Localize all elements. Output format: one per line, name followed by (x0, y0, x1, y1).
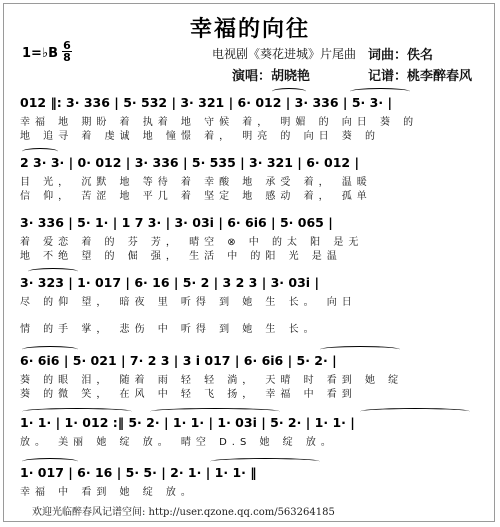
slur-mark (22, 148, 58, 155)
transcriber-credit: 记谱：桃李醉春风 (368, 69, 473, 84)
lyric-text: 信 仰， 苦涩 地 平几 着 坚定 地 感动 着， 孤单 (20, 190, 372, 201)
notation-row-7: 1· 017 | 6· 16 | 5· 5· | 2· 1· | 1· 1· ‖ (20, 464, 257, 480)
singer-credit: 演唱：胡晓艳 (232, 69, 311, 84)
notation-row-2: 2 3· 3· | 0· 012 | 3· 336 | 5· 535 | 3· 321 | 6· 012 | (20, 154, 360, 170)
lyric-row-5a (20, 371, 482, 385)
lyric-text: 尽 的仰 望， 暗夜 里 听得 到 她 生 长。 向日 (20, 296, 357, 307)
lyric-row-2a (20, 173, 482, 187)
time-signature (62, 40, 72, 63)
slur-mark (22, 346, 78, 353)
notation-row-6: 1· 1· | 1· 012 :‖ 5· 2· | 1· 1· | 1· 03i | 5· 2· | 1· 1· | (20, 414, 355, 430)
lyric-text: 葵 的眼 泪， 随着 雨 轻 轻 淌， 天晴 时 看到 她 绽 (20, 374, 404, 385)
lyric-row-1b (20, 127, 482, 141)
slur-mark (150, 408, 280, 415)
lyric-text: 放。 美丽 她 绽 放。 晴空 D.S 她 绽 放。 (20, 436, 336, 447)
lyric-row-1a (20, 113, 482, 127)
lyric-row-5b (20, 385, 482, 399)
lyric-text: 地 不绝 望 的 倔 强， 生活 中 的阳 光 是温 (20, 250, 342, 261)
lyric-row-3a (20, 233, 482, 247)
lyric-row-7a (20, 483, 482, 497)
lyricist-credit: 词曲：佚名 (368, 48, 434, 63)
key-signature: 1=♭B (22, 46, 58, 61)
notation-row-5: 6· 6i6 | 5· 021 | 7· 2 3 | 3 i 017 | 6· 6i6 | 5· 2· | (20, 352, 337, 368)
lyric-text: 幸福 地 期盼 着 执着 地 守候 着， 明媚 的 向日 葵 的 (20, 116, 419, 127)
slur-mark (210, 458, 320, 465)
meter-top: 6 (63, 39, 71, 52)
footer-note: 欢迎光临醉春风记谱空间: http://user.qzone.qq.com/563264185 (32, 507, 335, 518)
meter-bottom: 8 (63, 51, 71, 64)
slur-mark (28, 268, 78, 275)
slur-mark (272, 88, 306, 95)
lyric-row-3b (20, 247, 482, 261)
lyric-text: 着 爱恋 着 的 芬 芳， 晴空 ⊗ 中 的太 阳 是无 (20, 236, 364, 247)
notation-row-4: 3· 323 | 1· 017 | 6· 16 | 5· 2 | 3 2 3 | 3· 03i | (20, 274, 320, 290)
slur-mark (360, 408, 470, 415)
slur-mark (350, 88, 410, 95)
lyric-row-2b (20, 187, 482, 201)
lyric-text: 情 的手 掌， 悲伤 中 听得 到 她 生 长。 (20, 323, 319, 334)
notation-row-1: 012 ‖: 3· 336 | 5· 532 | 3· 321 | 6· 012 | 3· 336 | 5· 3· | (20, 94, 393, 110)
song-title: 幸福的向往 (189, 16, 310, 42)
lyric-text: 葵 的微 笑， 在风 中 轻 飞 扬， 幸福 中 看到 (20, 388, 357, 399)
lyric-text: 目 光， 沉默 地 等待 着 幸酸 地 承受 着， 温暖 (20, 176, 372, 187)
lyric-row-6a (20, 433, 482, 447)
slur-mark (22, 408, 132, 415)
source-note: 电视剧《葵花进城》片尾曲 (212, 47, 357, 61)
lyric-row-4b (20, 320, 482, 334)
lyric-text: 幸福 中 看到 她 绽 放。 (20, 486, 196, 497)
slur-mark (320, 346, 400, 353)
lyric-text: 地 追寻 着 虔诚 地 憧憬 着， 明亮 的 向日 葵 的 (20, 130, 380, 141)
slur-mark (22, 458, 78, 465)
notation-row-3: 3· 336 | 5· 1· | 1 7 3· | 3· 03i | 6· 6i6 | 5· 065 | (20, 214, 333, 230)
lyric-row-4a (20, 293, 482, 307)
